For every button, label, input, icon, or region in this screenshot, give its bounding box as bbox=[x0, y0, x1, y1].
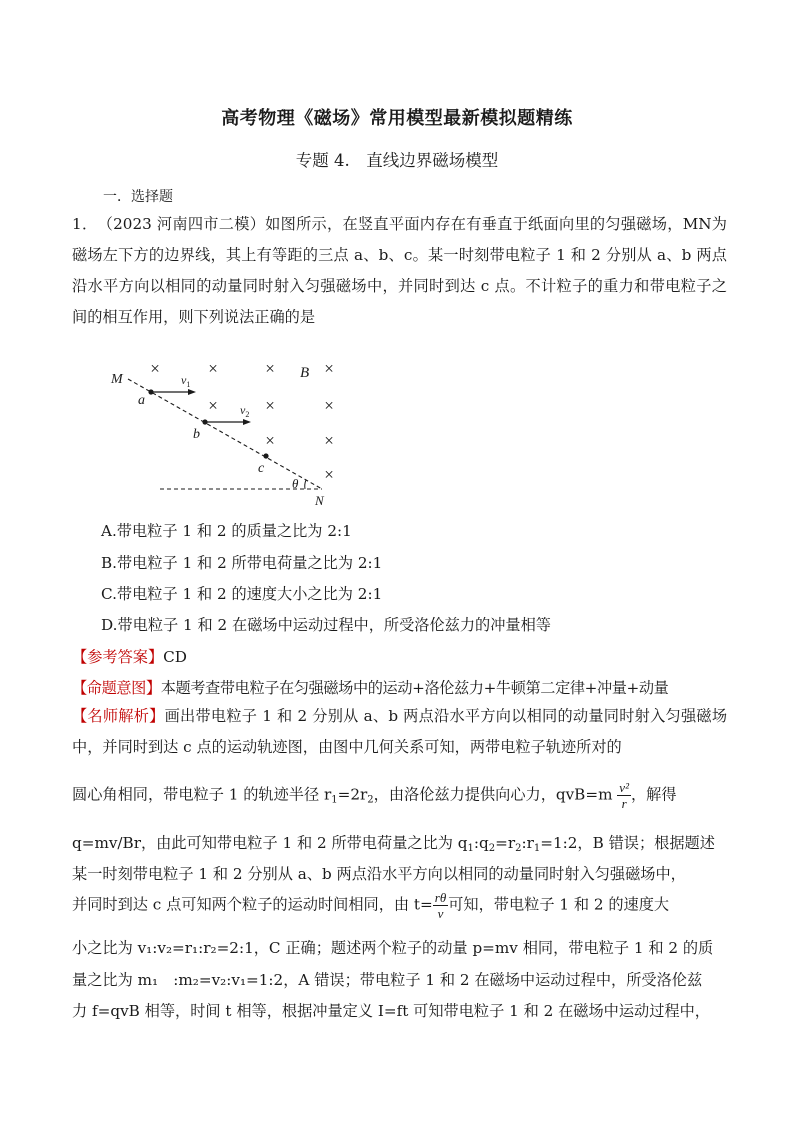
document-title: 高考物理《磁场》常用模型最新模拟题精练 bbox=[221, 108, 573, 129]
label-b: b bbox=[193, 427, 200, 442]
analysis-text: =r bbox=[495, 834, 516, 852]
answer-line bbox=[72, 646, 727, 667]
field-cross: × bbox=[324, 431, 334, 450]
field-cross: × bbox=[265, 396, 275, 415]
analysis-line-8: 量之比为 m₁ :m₂=v₂:v₁=1:2，A 错误；带电粒子 1 和 2 在磁场中运动过程中，所受洛伦兹 bbox=[72, 971, 703, 989]
analysis-label: 【名师解析】 bbox=[72, 707, 165, 725]
field-cross: × bbox=[265, 359, 275, 378]
field-cross: × bbox=[324, 396, 334, 415]
analysis-p1: 画出带电粒子 1 和 2 分别从 a、b 两点沿水平方向以相同的动量同时射入匀强磁场中，并同时到达 c 点的运动轨迹图，由图中几何关系可知，两带电粒子轨迹所对的 bbox=[72, 707, 728, 756]
analysis-text: 可知，带电粒子 1 和 2 的速度大 bbox=[448, 895, 670, 914]
subscript: 1 bbox=[467, 843, 474, 854]
arrowhead-icon bbox=[243, 419, 251, 425]
field-cross: × bbox=[265, 431, 275, 450]
analysis-text: ，解得 bbox=[630, 785, 677, 804]
fraction-v2-over-r bbox=[617, 780, 631, 811]
subscript: 2 bbox=[367, 794, 374, 806]
label-n: N bbox=[315, 493, 324, 508]
question-text: （2023 河南四市二模）如图所示，在竖直平面内存在有垂直于纸面向里的匀强磁场，MN为磁场左下方的边界线，其上有等距的三点 a、b、c。某一时刻带电粒子 1 和 2 分别从 a、b 两点沿水平方向以相同的动量同时射入匀强磁场中，并同时到达 c 点。不计粒子的重力和带电粒子之间的相互作用，则下列说法正确的是 bbox=[72, 215, 727, 326]
theta-arc bbox=[305, 480, 306, 489]
subscript: 1 bbox=[533, 843, 541, 854]
label-v2: $v_2$ bbox=[240, 403, 250, 419]
option-d: D.带电粒子 1 和 2 在磁场中运动过程中，所受洛伦兹力的冲量相等 bbox=[101, 616, 551, 634]
label-a: a bbox=[138, 393, 145, 408]
option-c: C.带电粒子 1 和 2 的速度大小之比为 2:1 bbox=[101, 585, 383, 603]
magnetic-field-figure bbox=[100, 352, 360, 512]
subscript: 1 bbox=[331, 794, 338, 806]
subscript: 2 bbox=[515, 843, 522, 854]
field-cross: × bbox=[324, 359, 334, 378]
analysis-line-5: 某一时刻带电粒子 1 和 2 分别从 a、b 两点沿水平方向以相同的动量同时射入匀强磁场中， bbox=[72, 865, 686, 883]
analysis-text: 圆心角相同，带电粒子 1 的轨迹半径 r bbox=[72, 785, 332, 804]
analysis-text: 并同时到达 c 点可知两个粒子的运动时间相同，由 t= bbox=[72, 895, 433, 914]
fraction-rtheta-over-v bbox=[433, 890, 448, 921]
field-cross: × bbox=[324, 465, 334, 484]
field-cross: × bbox=[208, 359, 218, 378]
fraction-numerator: v² bbox=[619, 780, 629, 795]
analysis-text: :r bbox=[521, 834, 534, 852]
analysis-text: :q bbox=[473, 834, 489, 852]
answer-value: CD bbox=[163, 648, 187, 666]
label-theta: θ bbox=[292, 476, 299, 491]
intent-text: 本题考查带电粒子在匀强磁场中的运动+洛伦兹力+牛顿第二定律+冲量+动量 bbox=[160, 679, 669, 697]
point-c bbox=[263, 453, 268, 458]
label-c: c bbox=[258, 461, 265, 476]
intent-label: 【命题意图】 bbox=[72, 679, 161, 697]
fraction-numerator: rθ bbox=[434, 890, 447, 905]
analysis-text: ，由洛伦兹力提供向心力，qvB=m bbox=[373, 785, 613, 804]
subscript: 2 bbox=[488, 843, 496, 854]
analysis-text: =2r bbox=[337, 785, 368, 804]
analysis-line-7: 小之比为 v₁:v₂=r₁:r₂=2:1，C 正确；题述两个粒子的动量 p=mv 相同，带电粒子 1 和 2 的质 bbox=[72, 939, 714, 957]
analysis-text: q=mv/Br，由此可知带电粒子 1 和 2 所带电荷量之比为 q bbox=[72, 834, 468, 852]
analysis-line-4 bbox=[72, 832, 727, 854]
field-cross: × bbox=[208, 396, 218, 415]
intent-line bbox=[72, 677, 727, 698]
analysis-line-6 bbox=[72, 890, 727, 921]
arrowhead-icon bbox=[188, 389, 196, 395]
field-cross: × bbox=[150, 359, 160, 378]
question-number: 1． bbox=[72, 215, 90, 233]
section-heading: 一．选择题 bbox=[103, 189, 173, 205]
option-a: A.带电粒子 1 和 2 的质量之比为 2:1 bbox=[101, 522, 352, 540]
analysis-text: =1:2，B 错误；根据题述 bbox=[540, 834, 715, 852]
analysis-paragraph bbox=[72, 701, 727, 763]
analysis-line-3 bbox=[72, 780, 727, 811]
fraction-denominator: r bbox=[621, 796, 627, 811]
label-v1: $v_1$ bbox=[181, 373, 191, 389]
label-m: M bbox=[111, 372, 123, 387]
fraction-denominator: v bbox=[437, 906, 444, 921]
boundary-line-mn bbox=[128, 379, 322, 489]
question-stem bbox=[72, 209, 727, 333]
answer-label: 【参考答案】 bbox=[72, 648, 164, 666]
topic-subtitle: 专题 4. 直线边界磁场模型 bbox=[295, 151, 499, 170]
option-b: B.带电粒子 1 和 2 所带电荷量之比为 2:1 bbox=[101, 554, 383, 572]
label-b-field: B bbox=[300, 365, 310, 381]
analysis-line-9: 力 f=qvB 相等，时间 t 相等，根据冲量定义 I=ft 可知带电粒子 1 和 2 在磁场中运动过程中， bbox=[72, 1002, 710, 1020]
